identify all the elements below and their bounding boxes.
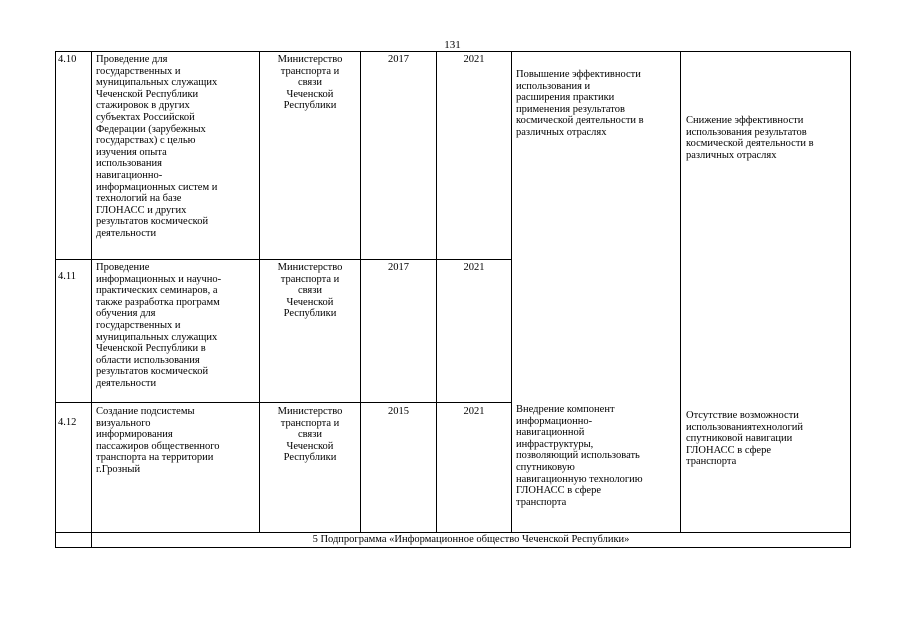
activity-text: Проведение для государственных и муниципальных служащих Чеченской Республики стажировок в других субъектах Российской Федерации (зарубежных государствах) с целью изучения опыта использования навигационно- информационных систем и технологий на базе ГЛОНАСС и других результатов космической деятельности bbox=[96, 54, 218, 239]
column-divider bbox=[511, 51, 512, 533]
row-divider bbox=[55, 259, 511, 260]
page-number: 131 bbox=[444, 39, 461, 51]
activity-text: Проведение информационных и научно- практических семинаров, а также разработка программ обучения для государственных и муниципальных служащих Чеченской Республики в области использования результатов космической деятельности bbox=[96, 262, 222, 389]
end-year: 2021 bbox=[463, 54, 485, 65]
executor-text: Министерство транспорта и связи Чеченской Республики bbox=[277, 262, 343, 320]
executor-text: Министерство транспорта и связи Чеченской Республики bbox=[277, 406, 343, 464]
activity-text: Создание подсистемы визуального информирования пассажиров общественного транспорта на территории г.Грозный bbox=[96, 406, 220, 475]
table-border-top bbox=[55, 51, 851, 52]
consequence: Снижение эффективности использования результатов космической деятельности в различных отраслях bbox=[686, 115, 814, 161]
start-year: 2017 bbox=[388, 54, 409, 65]
table-border-left bbox=[55, 51, 56, 548]
end-year: 2021 bbox=[463, 406, 485, 417]
expected-result: Внедрение компонент информационно- навигационной инфраструктуры, позволяющий использовать спутниковую навигационную технологию ГЛОНАСС в сфере транспорта bbox=[516, 404, 643, 508]
row-number: 4.10 bbox=[58, 54, 77, 65]
end-year: 2021 bbox=[463, 262, 485, 273]
expected-result: Повышение эффективности использования и расширения практики применения результатов космической деятельности в различных отраслях bbox=[516, 69, 644, 138]
table-border-right bbox=[850, 51, 851, 548]
subprogram-title: 5 Подпрограмма «Информационное общество Чеченской Республики» bbox=[312, 534, 630, 545]
row-divider bbox=[55, 532, 851, 533]
start-year: 2017 bbox=[388, 262, 409, 273]
column-divider bbox=[436, 51, 437, 533]
column-divider bbox=[360, 51, 361, 533]
column-divider bbox=[91, 51, 92, 548]
row-divider bbox=[55, 402, 511, 403]
table-border-bottom bbox=[55, 547, 851, 548]
row-number: 4.12 bbox=[58, 417, 77, 428]
start-year: 2015 bbox=[388, 406, 409, 417]
column-divider bbox=[680, 51, 681, 533]
consequence: Отсутствие возможности использованиятехнологий спутниковой навигации ГЛОНАСС в сфере транспорта bbox=[686, 410, 804, 468]
row-number: 4.11 bbox=[58, 271, 76, 282]
executor-text: Министерство транспорта и связи Чеченской Республики bbox=[277, 54, 343, 112]
